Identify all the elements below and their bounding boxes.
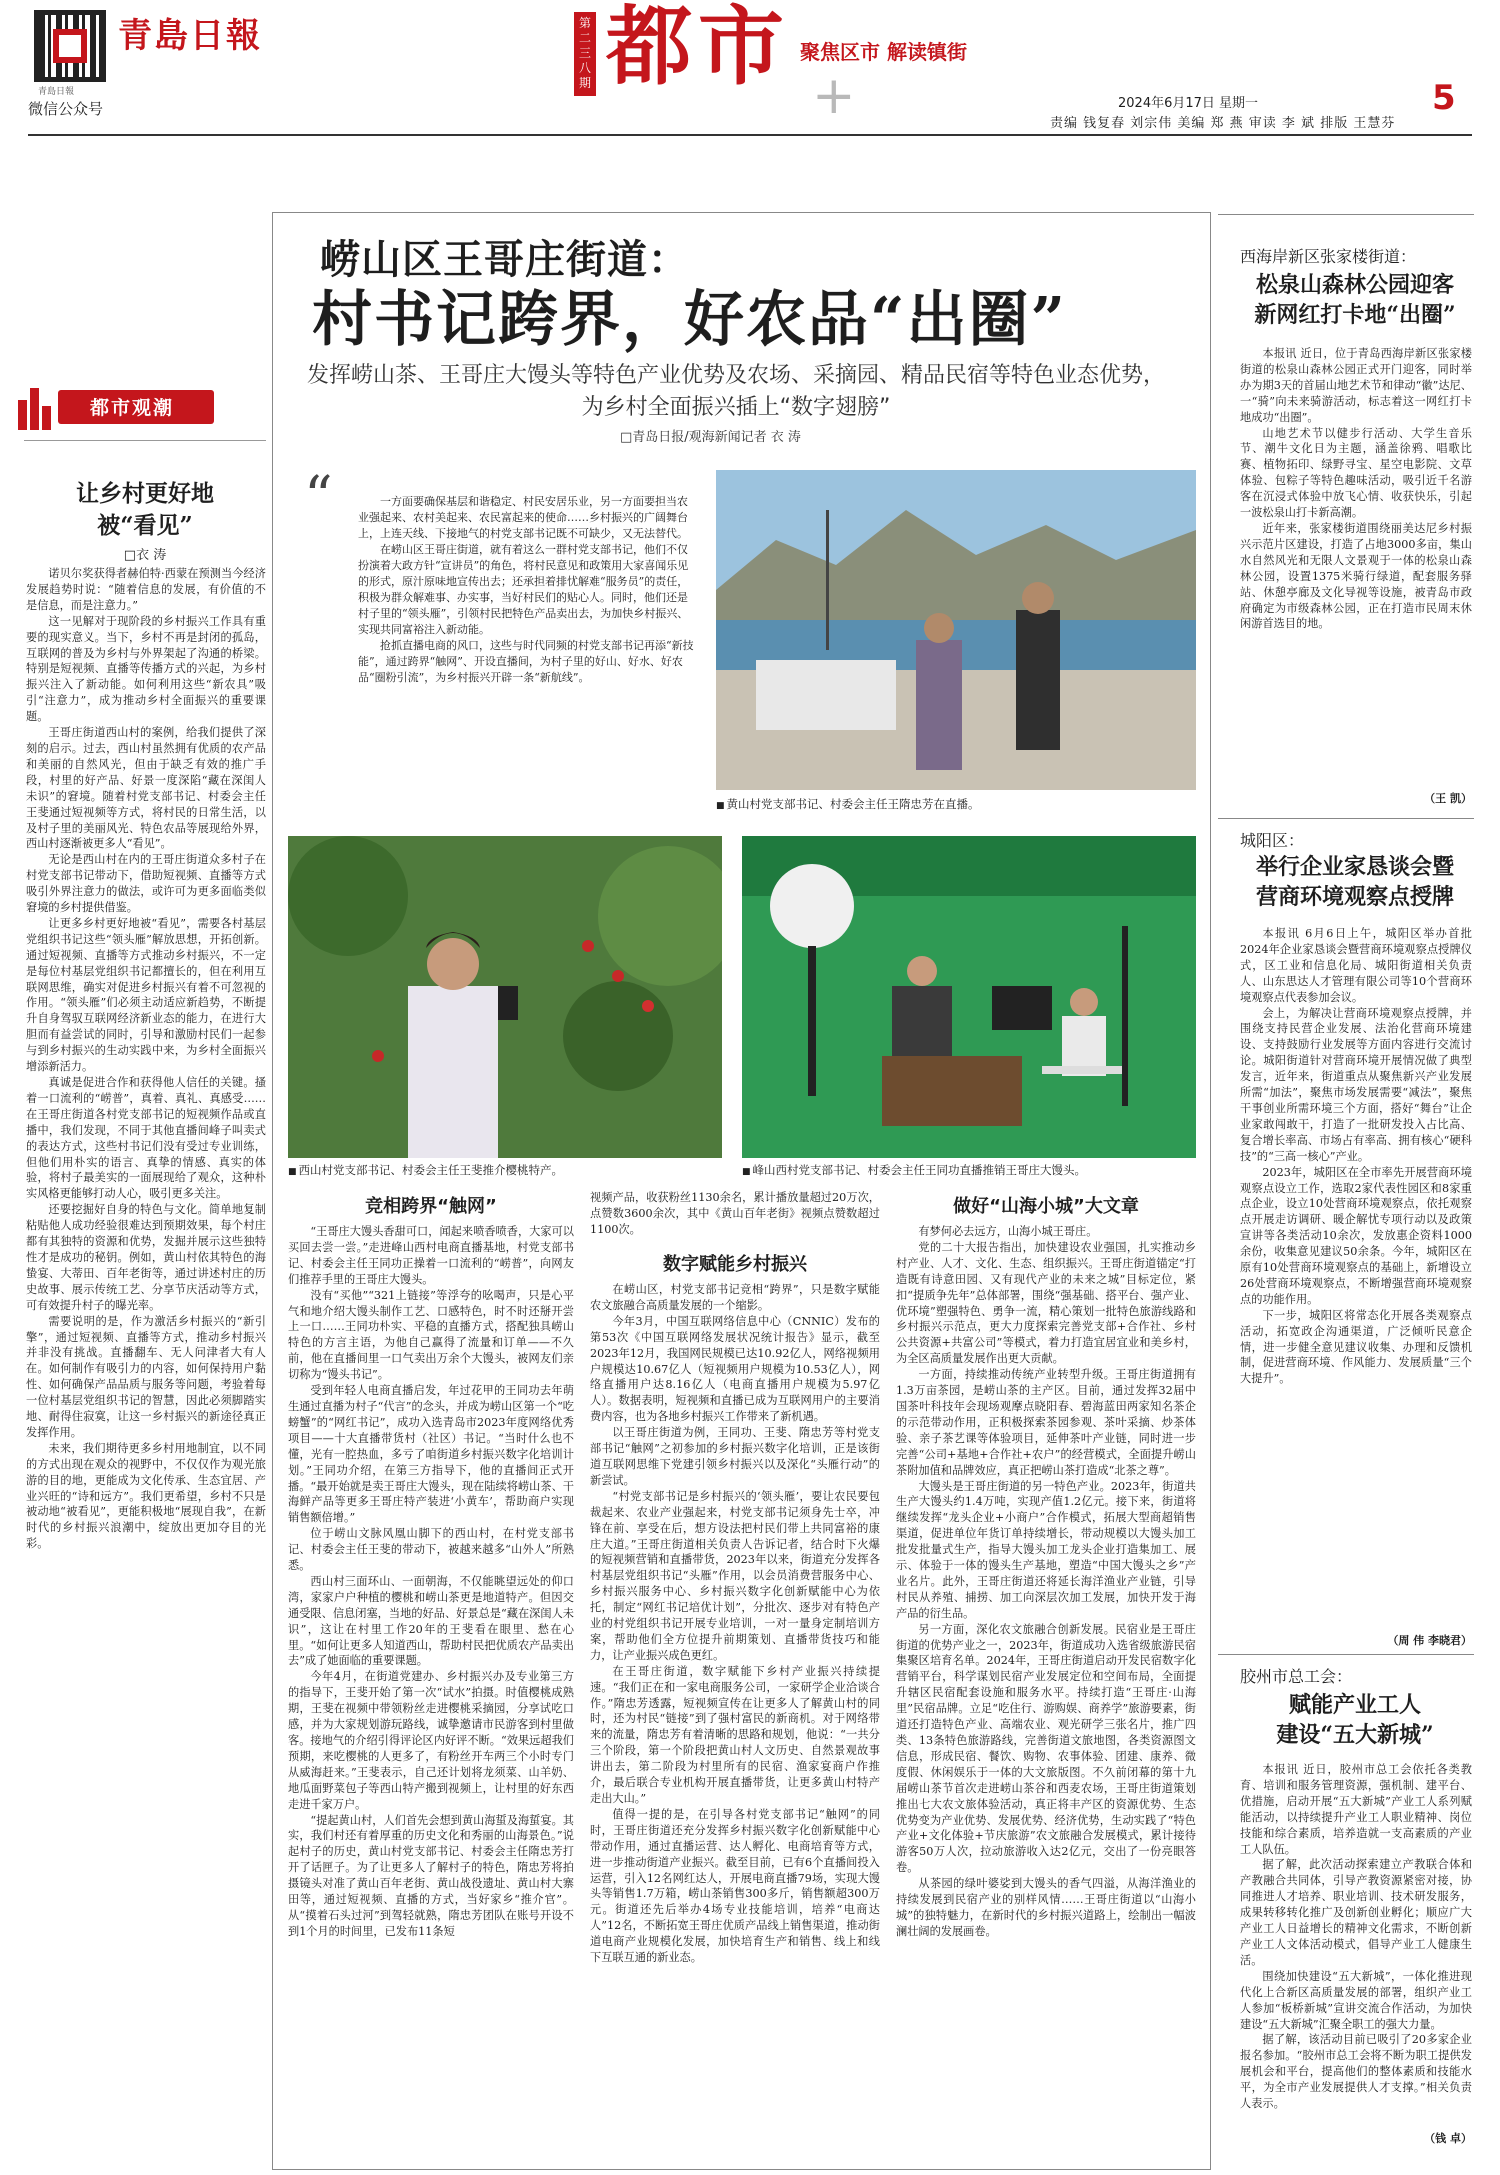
news3-author: （钱 卓） <box>1424 2132 1472 2145</box>
paragraph: 党的二十大报告指出，加快建设农业强国，扎实推动乡村产业、人才、文化、生态、组织振兴。王哥庄街道锚定“打造既有诗意田园、又有现代产业的未来之城”目标定位，紧扣“提质争先年”总体部署，围绕“强基础、搭平台、强产业、优环境”塑强特色、勇争一流，精心策划一批特色旅游线路和乡村振兴示范点，更大力度探索完善党支部+合作社、乡村公共资源+共富公司”等模式，着力打造宜居宜业和美乡村，为全区高质量发展作出更大贡献。 <box>896 1240 1196 1366</box>
paragraph: 本报讯 近日，胶州市总工会依托各类教育、培训和服务管理资源，强机制、建平台、优措施，启动开展“五大新城”产业工人系列赋能活动，以持续提升产业工人职业精神、岗位技能和综合素质，培养造就一支高素质的产业工人队伍。 <box>1240 1763 1472 1856</box>
paragraph: 真诚是促进合作和获得他人信任的关键。搔着一口流利的“崂普”，真着、真礼、真感受……在王哥庄街道各村党支部书记的短视频作品或直播中，我们发现，不同于其他直播间峰子叫卖式的表达方式，这些村书记们没有受过专业训练，但他们用朴实的语言、真挚的情感、真实的体验，将村子最美实的一面展现给了观众，这种朴实风格更能够打动人心，吸引更多关注。 <box>26 1076 266 1201</box>
paragraph: 围绕加快建设“五大新城”，一体化推进现代化上合新区高质量发展的部署，组织产业工人参加“板桥新城”宣讲交流合作活动，为加快建设“五大新城”汇聚全职工的强大力量。 <box>1240 1969 1472 2031</box>
paragraph: 据了解，此次活动探索建立产教联合体和产教融合共同体，引导产教资源紧密对接，协同推进人才培养、职业培训、技术研发服务，成果转移转化推广及创新创业孵化；顺应广大产业工人日益增长的精神文化需求，不断创新产业工人文体活动模式，倡导产业工人健康生活。 <box>1240 1858 1472 1967</box>
paragraph: 让更多乡村更好地被“看见”，需要各村基层党组织书记这些“领头雁”解放思想，开拓创新。通过短视频、直播等方式推动乡村振兴，不一定是每位村基层党组织书记都擅长的，但在利用互联网思维，确实对促进乡村振兴有着不可忽视的作用。“领头雁”们必须主动适应新趋势，不断提升自身驾驭互联网经济新业态的能力，在进行大胆而有益尝试的同时，引导和激励村民们一起参与到乡村振兴的生动实践中来，为乡村全面振兴增添新活力。 <box>26 916 266 1074</box>
paragraph: 近年来，张家楼街道围绕丽美达尼乡村振兴示范片区建设，打造了占地3000多亩，集山水自然风光和无限人文景观于一体的松泉山森林公园，设置1375米骑行绿道，配套服务驿站、休憩亭廊及文化导视等设施，被青岛市政府确定为市级森林公园，正在打造市民周末休闲游首选目的地。 <box>1240 521 1472 631</box>
building-icon <box>18 400 27 430</box>
paragraph: 位于崂山文脉风凰山脚下的西山村，在村党支部书记、村委会主任王斐的带动下，被越来越多“山外人”所熟悉。 <box>288 1527 574 1573</box>
paragraph: 本报讯 6月6日上午，城阳区举办首批2024年企业家恳谈会暨营商环境观察点授牌仪式，区工业和信息化局、城阳街道相关负责人、山东思达人才管理有限公司等10个营商环境观察点代表参加会议。 <box>1240 927 1472 1004</box>
paragraph: “王哥庄大馒头香甜可口，闻起来喷香喷香，大家可以买回去尝一尝。”走进峰山西村电商直播基地，村党支部书记、村委会主任王同功正操着一口流利的“崂普”，向网友们推荐手里的王哥庄大馒头。 <box>288 1225 574 1286</box>
news1-author: （王 凯） <box>1424 792 1472 805</box>
column-banner <box>18 384 218 430</box>
commentary-author: □衣 涛 <box>123 548 167 563</box>
paragraph: 据了解，该活动目前已吸引了20多家企业报名参加。“胶州市总工会将不断为职工提供发展机会和平台，提高他们的整体素质和技能水平，为全市产业发展提供人才支撑。”相关负责人表示。 <box>1240 2033 1472 2111</box>
wechat-label: 微信公众号 <box>28 100 104 118</box>
paragraph: 今年3月，中国互联网络信息中心（CNNIC）发布的第53次《中国互联网络发展状况统计报告》显示，截至2023年12月，我国网民规模已达10.92亿人，网络视频用户规模达10.67亿人（短视频用户规模为10.53亿人），网络直播用户达8.16亿人（电商直播用户规模为5.97亿人）。数据表明，短视频和直播已成为互联网用户的主要消费内容，也为各地乡村振兴工作带来了新机遇。 <box>590 1314 880 1424</box>
qr-code[interactable] <box>34 10 106 82</box>
section-slogan: 聚焦区市 解读镇街 <box>800 40 967 64</box>
paragraph: 在王哥庄街道，数字赋能下乡村产业振兴持续提速。“我们正在和一家电商服务公司，一家研学企业洽谈合作。”隋忠芳透露，短视频宣传在让更多人了解黄山村的同时，还为村民“链接”到了强村富民的新商机。对于网络带来的流量，隋忠芳有着清晰的思路和规划，他说：“一共分三个阶段，第一个阶段把黄山村人文历史、自然景观故事讲出去，第二阶段为村里所有的民宿、渔家宴商户作推介，最后联合专业机构开展直播带货，让更多黄山村特产走出大山。” <box>590 1664 880 1805</box>
photo-caption-1: ■ 黄山村党支部书记、村委会主任王隋忠芳在直播。 <box>716 796 980 812</box>
paragraph: 王哥庄街道西山村的案例，给我们提供了深刻的启示。过去，西山村虽然拥有优质的农产品和美丽的自然风光，但由于缺乏有效的推广手段，村里的好产品、好景一度深陷“藏在深闺人未识”的窘境。随着村党支部书记、村委会主任王斐通过短视频等方式，将村民的日常生活，以及村子里的美丽风光、特色农品等展现给外界，西山村逐渐被更多人“看见”。 <box>26 726 266 851</box>
paragraph: 视频产品，收获粉丝1130余名，累计播放量超过20万次，点赞数3600余次，其中《黄山百年老街》视频点赞数超过1100次。 <box>590 1191 880 1236</box>
paragraph: “提起黄山村，人们首先会想到黄山海蜇及海蜇宴。其实，我们村还有着厚重的历史文化和秀丽的山海景色。”说起村子的历史，黄山村党支部书记、村委会主任隋忠芳打开了话匣子。为了让更多人了解村子的特色，隋忠芳将拍摄镜头对准了黄山百年老街、黄山战役遗址、黄山村大寨田等，通过短视频、直播的方式，当好家乡“推介官”。从“摸着石头过河”到驾轻就熟，隋忠芳团队在账号开设不到1个月的时间里，已发布11条短 <box>288 1813 574 1938</box>
news2-kicker: 城阳区： <box>1240 831 1305 850</box>
commentary-body <box>26 566 266 2146</box>
paragraph: 在崂山区，村党支部书记竞相“跨界”，只是数字赋能农文旅融合高质量发展的一个缩影。 <box>590 1283 880 1312</box>
feature-lead <box>358 494 696 794</box>
paragraph: 大馒头是王哥庄街道的另一特色产业。2023年，街道共生产大馒头约1.4万吨，实现产值1.2亿元。接下来，街道将继续发挥“龙头企业+小商户”合作模式，拓展大型商超销售渠道，促进单位年货订单持续增长，带动规模以大馒头加工批发批量式生产，指导大馒头加工龙头企业打造集加工、展示、体验于一体的馒头生产基地，塑造“中国大馒头之乡”产业名片。此外，王哥庄街道还将延长海洋渔业产业链，引导村民从养殖、捕捞、加工向深层次加工发展，加快开发于海产品的衍生品。 <box>896 1479 1196 1620</box>
paragraph: 一方面要确保基层和谐稳定、村民安居乐业，另一方面要担当农业强起来、农村美起来、农民富起来的使命……乡村振兴的广阔舞台上，上连天线、下接地气的村党支部书记既不可缺少，又无法替代。 <box>358 495 688 540</box>
masthead-rule <box>28 134 1472 136</box>
paragraph: 下一步，城阳区将常态化开展各类观察点活动，拓宽政企沟通渠道，广泛倾听民意企情，进一步健全意见建议收集、办理和反馈机制，促进营商环境、作风能力、发展质量“三个大提升”。 <box>1240 1308 1472 1386</box>
paragraph: 受到年轻人电商直播启发，年过花甲的王同功去年萌生通过直播为村子“代言”的念头，并成为崂山区第一个“吃螃蟹”的“网红书记”，成功入选青岛市2023年度网络优秀项目——十大直播带货村（社区）书记。“当时什么也不懂，光有一腔热血，多亏了咱街道乡村振兴数字化培训计划。”王同功介绍，在第三方指导下，他的直播间正式开播。“最开始就是卖王哥庄大馒头，现在陆续将崂山茶、干海鲜产品等更多王哥庄特产装进‘小黄车’，帮助商户实现销售额倍增。” <box>288 1384 574 1525</box>
news3-body <box>1240 1762 1472 2126</box>
paragraph: 无论是西山村在内的王哥庄街道众多村子在村党支部书记带动下，借助短视频、直播等方式吸引外界注意力的做法，或许可为更多面临类似窘境的乡村提供借鉴。 <box>26 853 266 915</box>
paragraph: 西山村三面环山、一面朝海，不仅能眺望远处的仰口湾，家家户户种植的樱桃和崂山茶更是地道特产。但因交通受限、信息闭塞，当地的好品、好景总是“藏在深闺人未识”，这让在村里工作20年的王斐看在眼里、愁在心里。“如何让更多人知道西山，帮助村民把优质农产品卖出去”成了她面临的重要课题。 <box>288 1574 574 1668</box>
paragraph: 会上，为解决让营商环境观察点授牌，并围绕支持民营企业发展、法治化营商环境建设、支持鼓励行业发展等方面内容进行交流讨论。城阳街道针对营商环境开展情况做了典型发言，近年来，街道重点从聚焦新兴产业发展所需“加法”，聚焦市场发展需要“减法”，聚焦干事创业所需环境三个方面，搭好“舞台”让企业家敢闯敢干，打造了一批研发投入占比高、复合增长率高、市场占有率高、拥有核心“硬科技”的“三高一核心”产业。 <box>1240 1006 1472 1163</box>
newspaper-logo: 青島日報 <box>118 16 262 56</box>
news2-body <box>1240 926 1472 1628</box>
paragraph: 需要说明的是，作为激活乡村振兴的“新引擎”，通过短视频、直播等方式，推动乡村振兴并非没有挑战。直播翻车、无人问津者大有人在。如何制作有吸引力的内容，如何保持用户黏性、如何确保产品品质与服务等问题，考验着每一位村基层党组织书记的智慧，因此必须脚踏实地、耐得住寂寞，让这一乡村振兴的新途径真正发挥作用。 <box>26 1314 266 1439</box>
news2-author: （周 伟 李晓君） <box>1387 1634 1472 1647</box>
paragraph: 没有“买他”“321上链接”等浮夸的吆喝声，只是心平气和地介绍大馒头制作工艺、口感特色，时不时还掰开尝上一口……王同功朴实、平稳的直播方式，搭配独具崂山特色的方言主语，为他自己赢得了流量和订单——不久前，他在直播间里一口气卖出万余个大馒头，被网友们亲切称为“馒头书记”。 <box>288 1288 574 1382</box>
photo-huangshan-livestream[interactable] <box>716 470 1196 790</box>
feature-column-1 <box>288 1224 574 2156</box>
feature-kicker: 崂山区王哥庄街道： <box>320 236 689 283</box>
paragraph: 值得一提的是，在引导各村党支部书记“触网”的同时，王哥庄街道还充分发挥乡村振兴数字化创新赋能中心带动作用，通过直播运营、达人孵化、电商培育等方式，进一步推动街道产业振兴。截至目前，已有6个直播间投入运营，引入12名网红达人，开展电商直播79场，实现大馒头等销售1.7万箱，崂山茶销售300多斤，销售额超300万元。街道还先后举办4场专业技能培训，培养“电商达人”12名，不断拓宽王哥庄优质产品线上销售渠道，推动街道电商产业规模化发展，加快培育生产和销售、线上和线下互联互通的新业态。 <box>590 1807 880 1965</box>
photo-xishan-cherry[interactable] <box>288 836 722 1158</box>
news1-title: 松泉山森林公园迎客 新网红打卡地“出圈” <box>1254 272 1456 328</box>
paragraph: 诺贝尔奖获得者赫伯特·西蒙在预测当今经济发展趋势时说：“随着信息的发展，有价值的不是信息，而是注意力。” <box>26 567 266 612</box>
paragraph: 抢抓直播电商的风口，这些与时代同频的村党支部书记再添“新技能”，通过跨界“触网”、开设直播间，为村子里的好山、好水、好农品“圈粉引流”，为乡村振兴开辟一条“新航线”。 <box>358 639 694 684</box>
news1-kicker: 西海岸新区张家楼街道： <box>1240 247 1417 266</box>
feature-subtitle: 发挥崂山茶、王哥庄大馒头等特色产业优势及农场、采摘园、精品民宿等特色业态优势，为乡村全面振兴插上“数字翅膀” <box>306 363 1165 420</box>
building-icon <box>42 406 51 430</box>
paragraph: 以王哥庄街道为例，王同功、王斐、隋忠芳等村党支部书记“触网”之初参加的乡村振兴数字化培训，正是该街道互联网思维下党建引领乡村振兴以及深化“头雁行动”的新尝试。 <box>590 1426 880 1487</box>
news3-title: 赋能产业工人 建设“五大新城” <box>1276 1692 1434 1748</box>
paragraph: 2023年，城阳区在全市率先开展营商环境观察点设立工作，选取2家代表性园区和8家重点企业，设立10处营商环境观察点，依托观察点开展走访调研、暖企解忧专项行动以及政策宣讲等各类活动10余次，发放惠企资料1000余份，收集意见建议50余条。今年，城阳区在原有10处营商环境观察点的基础上，新增设立26处营商环境观察点，不断增强营商环境观察点的功能作用。 <box>1240 1165 1472 1306</box>
building-icon <box>30 388 39 430</box>
paragraph: 本报讯 近日，位于青岛西海岸新区张家楼街道的松泉山森林公园正式开门迎客，同时举办为期3天的首届山地艺术节和律动“徽”达尼、一“骑”向未来骑游活动，标志着这一网红打卡地成功“出圈”。 <box>1240 347 1472 424</box>
page-number: 5 <box>1432 78 1456 118</box>
paragraph: 这一见解对于现阶段的乡村振兴工作具有重要的现实意义。当下，乡村不再是封闭的孤岛，互联网的普及为乡村与外界架起了沟通的桥梁。特别是短视频、直播等传播方式的兴起，为乡村振兴注入了新动能。如何利用这些“新农具”吸引“注意力”，成为推动乡村全面振兴的重要课题。 <box>26 614 266 724</box>
section-heading-2: 数字赋能乡村振兴 <box>663 1254 807 1275</box>
photo-caption-2: ■ 西山村党支部书记、村委会主任王斐推介樱桃特产。 <box>288 1162 563 1178</box>
paragraph: 有梦何必去远方，山海小城王哥庄。 <box>918 1225 1098 1238</box>
commentary-headline: 让乡村更好地 被“看见” <box>76 480 214 539</box>
paragraph: 未来，我们期待更多乡村用地制宜，以不同的方式出现在观众的视野中，不仅仅作为观光旅游的目的地，更能成为文化传承、生态宜居、产业兴旺的“诗和远方”。我们更希望，乡村不只是被动地“被看见”，更能积极地“展现自我”，在新时代的乡村振兴浪潮中，绽放出更加夺目的光彩。 <box>26 1441 266 1551</box>
paragraph: 从茶园的绿叶婆娑到大馒头的香气四溢，从海洋渔业的持续发展到民宿产业的别样风情……王哥庄街道以“山海小城”的独特魅力，在新时代的乡村振兴道路上，绘制出一幅波澜壮阔的发展画卷。 <box>896 1877 1196 1938</box>
paragraph: 今年4月，在街道党建办、乡村振兴办及专业第三方的指导下，王斐开始了第一次“试水”拍摄。时值樱桃成熟期，王斐在视频中带领粉丝走进樱桃采摘园，分享试吃口感，并为大家规划游玩路线，诚挚邀请市民游客到村里做客。接地气的介绍引得评论区内好评不断。“效果远超我们预期，来吃樱桃的人更多了，有粉丝开车两三个小时专门从威海赶来。”王斐表示，自己还计划将龙须菜、山羊奶、地瓜面野菜包子等西山特产搬到视频上，让村里的好东西走进千家万户。 <box>288 1670 574 1811</box>
paragraph: 山地艺术节以健步行活动、大学生音乐节、潮牛文化日为主题，涵盖徐鸦、唱歌比赛、植物拓印、绿野寻宝、星空电影院、文草体验、包粽子等特色趣味活动，吸引近千名游客在沉浸式体验中放飞心情、收获快乐，引起一波松泉山打卡新高潮。 <box>1240 426 1472 520</box>
feature-byline: □青岛日报/观海新闻记者 衣 涛 <box>620 430 801 445</box>
issue-date: 2024年6月17日 星期一 <box>1118 96 1259 111</box>
feature-column-2 <box>590 1282 880 2156</box>
feature-column-2-top <box>590 1190 880 1242</box>
paragraph: 在崂山区王哥庄街道，就有着这么一群村党支部书记，他们不仅扮演着大政方针“宣讲员”的角色，将村民意见和政策用大家喜闻乐见的形式，原汁原味地宣传出去；还承担着排忧解难“服务员”的责任，积极为群众解难事、办实事，当好村民们的贴心人。同时，他们还是村子里的“领头雁”，引领村民把特色产品卖出去，为加快乡村振兴、实现共同富裕注入新动能。 <box>358 543 689 636</box>
column-banner-label: 都市观潮 <box>90 397 175 419</box>
section-heading-3: 做好“山海小城”大文章 <box>953 1196 1139 1217</box>
paragraph: 还要挖掘好自身的特色与文化。简单地复制粘贴他人成功经验很难达到预期效果，每个村庄都有其独特的资源和优势，发掘并展示这些独特性才是成功的秘钥。例如，黄山村依其特色的海蛰宴、大蒂田、百年老街等，通过讲述村庄的历史故事、展示传统工艺、分享节庆活动等方式，可有效提升村子的曝光率。 <box>26 1203 266 1312</box>
paragraph: “村党支部书记是乡村振兴的‘领头雁’，要让农民要包裁起来、农业产业强起来，村党支部书记须身先士卒，冲锋在前、享受在后，想方设法把村民们带上共同富裕的康庄大道。”王哥庄街道相关负责人告诉记者，结合时下火爆的短视频营销和直播带货，2023年以来，街道充分发挥各村基层党组织书记“头雁”作用，以会员消费营服务中心、乡村振兴服务中心、乡村振兴数字化创新赋能中心为依托，制定“网红书记培优计划”，分批次、逐步对有特色产业的村党组织书记开展专业培训，一对一量身定制培训方案，帮助他们全方位提升前期策划、直播带货技巧和能力，让产业振兴成色更红。 <box>590 1489 880 1662</box>
logo-subtext: 青島日報 <box>38 87 75 97</box>
section-name: 都市 <box>606 0 790 97</box>
paragraph: 另一方面，深化农文旅融合创新发展。民宿业是王哥庄街道的优势产业之一，2023年，街道成功入选省级旅游民宿集聚区培育名单。2024年，王哥庄街道启动开发民宿数字化营销平台，科学谋划民宿产业发展定位和空间布局，全面提升辖区民宿配套设施和服务水平。持续打造“王哥庄·山海里”民宿品牌。立足“吃住行、游购娱、商养学”旅游要素，街道还打造特色产业、高端农业、观光研学三张名片，推广四类、13条特色旅游路线，完善街道文旅地图，各类资源图文信息，形成民宿、餐饮、购物、农事体验、团建、康养、微度假、休闲娱乐于一体的大文旅版图。不久前闭幕的第十九届崂山茶节首次走进崂山茶谷和西麦农场，王哥庄街道策划推出七大农文旅体验活动，真正将丰产区的资源优势、生态优势变为产业优势、发展优势、经济优势，生动实践了“特色产业+文化体验+节庆旅游”农文旅融合发展模式，累计接待游客50万人次，拉动旅游收入达2亿元，交出了一份亮眼答卷。 <box>896 1622 1196 1875</box>
feature-column-3 <box>896 1224 1196 2156</box>
news3-kicker: 胶州市总工会： <box>1240 1667 1353 1686</box>
news2-title: 举行企业家恳谈会暨 营商环境观察点授牌 <box>1255 854 1454 910</box>
section-heading-1: 竞相跨界“触网” <box>365 1196 497 1217</box>
feature-title: 村书记跨界，好农品“出圈” <box>312 285 1068 355</box>
editor-credits: 责编 钱复春 刘宗伟 美编 郑 燕 审读 李 斌 排版 王慧芬 <box>1050 116 1396 131</box>
paragraph: 一方面，持续推动传统产业转型升级。王哥庄街道拥有1.3万亩茶园，是崂山茶的主产区。目前，通过发挥32届中国茶叶科技年会现场观摩点晓阳春、碧海蓝田两家知名茶企的示范带动作用，正积极探索茶园参观、茶叶采摘、炒茶体验、亲子茶艺课等体验项目，延伸茶叶产业链，同时进一步完善“公司+基地+合作社+农户”的经营模式，全面提升崂山茶附加值和品牌效应，真正把崂山茶打造成“北茶之尊”。 <box>896 1368 1196 1477</box>
news1-body <box>1240 346 1472 786</box>
quote-icon: “ <box>304 465 333 530</box>
photo-fengshan-studio[interactable] <box>742 836 1196 1158</box>
plus-icon: + <box>812 66 856 126</box>
photo-caption-3: ■ 峰山西村党支部书记、村委会主任王同功直播推销王哥庄大馒头。 <box>742 1162 1086 1178</box>
page-issue-tag: 第二三八期 <box>574 12 596 96</box>
